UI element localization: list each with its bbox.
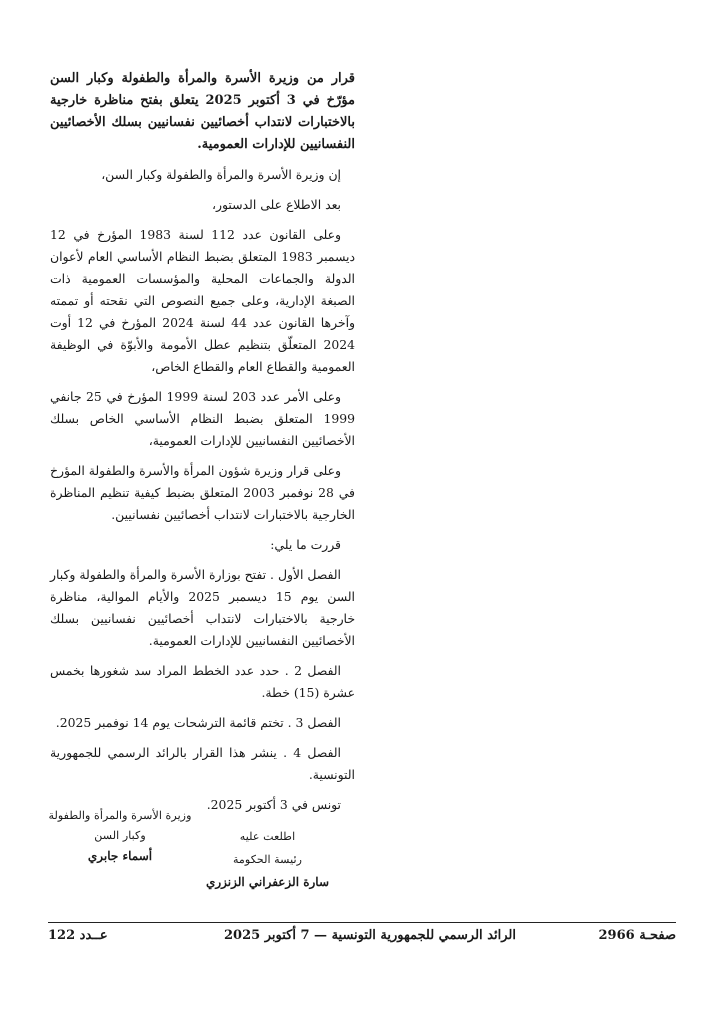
minister-title-line2: وكبار السن — [94, 829, 146, 842]
whereas-decree-203: وعلى الأمر عدد 203 لسنة 1999 المؤرخ في 25 جانفي 1999 المتعلق بضبط النظام الأساسي الخاص بسلك الأخصائيين النفسانيين للإدارات العمومية، — [50, 389, 355, 448]
decree-preamble: إن وزيرة الأسرة والمرأة والطفولة وكبار السن، — [101, 167, 341, 182]
decree-column — [50, 68, 355, 824]
minister-name: أسماء جابري — [87, 849, 153, 863]
prime-minister-signature-block — [190, 825, 345, 894]
seen-label: اطلعت عليه — [239, 830, 296, 843]
footer-divider — [48, 922, 676, 923]
prime-minister-name: سارة الزعفراني الزنزري — [205, 875, 330, 889]
journal-title: الرائد الرسمي للجمهورية التونسية — 7 أكتوبر 2025 — [223, 928, 516, 943]
whereas-law-112: وعلى القانون عدد 112 لسنة 1983 المؤرخ في 12 ديسمبر 1983 المتعلق بضبط النظام الأساسي العام لأعوان الدولة والجماعات المحلية والمؤسسات العمومية ذات الصبغة الإدارية، وعلى جميع النصوص التي نقحته أو تممته وآخرها القانون عدد 44 لسنة 2024 المؤرخ في 12 أوت 2024 المتعلّق بتنظيم عطل الأمومة والأبوّة في الوظيفة العمومية والقطاع العام والقطاع الخاص، — [50, 227, 355, 374]
place-date: تونس في 3 أكتوبر 2025. — [206, 797, 341, 812]
article-2: الفصل 2 . حدد عدد الخطط المراد سد شغورها بخمس عشرة (15) خطة. — [50, 663, 355, 700]
whereas-ministerial-order: وعلى قرار وزيرة شؤون المرأة والأسرة والطفولة المؤرخ في 28 نوفمبر 2003 المتعلق بضبط كيفية تنظيم المناظرة الخارجية بالاختبارات لانتداب أخصائيين نفسانيين. — [50, 463, 355, 522]
page-number: صفحـة 2966 — [598, 928, 676, 943]
article-1: الفصل الأول . تفتح بوزارة الأسرة والمرأة والطفولة وكبار السن يوم 15 ديسمبر 2025 والأيام الموالية، مناظرة خارجية بالاختبارات لانتداب أخصائيين نفسانيين بسلك الأخصائيين النفسانيين للإدارات العمومية. — [50, 567, 355, 648]
whereas-constitution: بعد الاطلاع على الدستور، — [212, 197, 341, 212]
prime-minister-title: رئيسة الحكومة — [232, 853, 303, 866]
article-4: الفصل 4 . ينشر هذا القرار بالرائد الرسمي للجمهورية التونسية. — [50, 745, 355, 782]
decree-title: قرار من وزيرة الأسرة والمرأة والطفولة وكبار السن مؤرّخ في 3 أكتوبر 2025 يتعلق بفتح مناظرة خارجية بالاختبارات لانتداب أخصائيين نفسانيين بسلك الأخصائيين النفسانيين للإدارات العمومية. — [50, 71, 355, 152]
decides-heading: قررت ما يلي: — [270, 537, 341, 552]
minister-title-line1: وزيرة الأسرة والمرأة والطفولة — [48, 809, 192, 822]
minister-signature-block — [45, 806, 195, 866]
issue-number: عــدد 122 — [48, 928, 108, 943]
article-3: الفصل 3 . تختم قائمة الترشحات يوم 14 نوفمبر 2025. — [55, 715, 341, 730]
